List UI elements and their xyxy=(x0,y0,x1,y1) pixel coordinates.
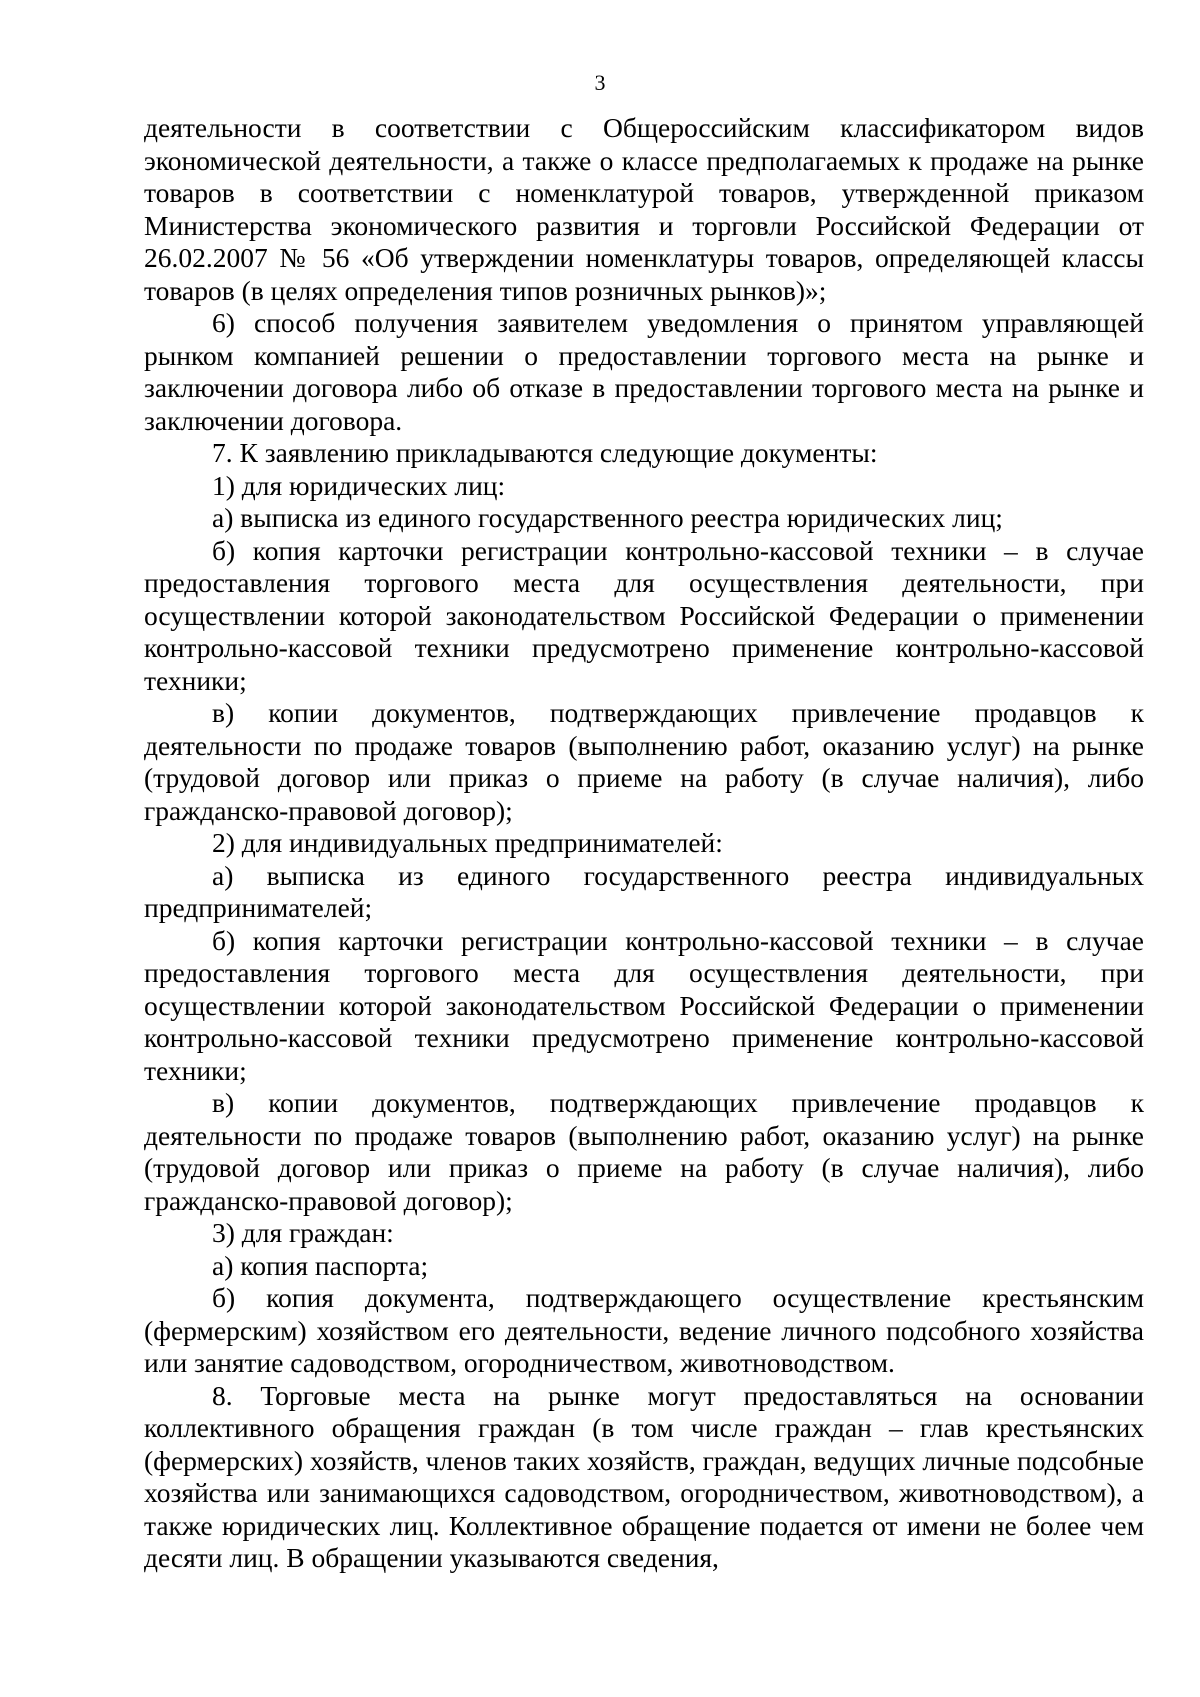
paragraph-citizens-b: б) копия документа, подтверждающего осуществление крестьянским (фермерским) хозяйством его деятельности, ведение личного подсобного хозяйства или занятие садоводством, огородничеством, животноводством. xyxy=(144,1282,1144,1378)
paragraph-entrepreneurs-b: б) копия карточки регистрации контрольно-кассовой техники – в случае предоставления торгового места для осуществления деятельности, при осуществлении которой законодательством Российской Федерации о применении контрольно-кассовой техники предусмотрено применение контрольно-кассовой техники; xyxy=(144,924,1144,1086)
paragraph-citizens-a: а) копия паспорта; xyxy=(212,1249,429,1281)
paragraph-section-7: 7. К заявлению прикладываются следующие документы: xyxy=(212,437,878,468)
paragraph-legal-v: в) копии документов, подтверждающих привлечение продавцов к деятельности по продаже товаров (выполнению работ, оказанию услуг) на рынке (трудовой договор или приказ о приеме на работу (в случае наличия), либо гражданско-правовой договор); xyxy=(144,697,1144,826)
page-number: 3 xyxy=(594,70,606,95)
paragraph-entrepreneurs: 2) для индивидуальных предпринимателей: xyxy=(212,827,723,858)
paragraph-entrepreneurs-v: в) копии документов, подтверждающих привлечение продавцов к деятельности по продаже товаров (выполнению работ, оказанию услуг) на рынке (трудовой договор или приказ о приеме на работу (в случае наличия), либо гражданско-правовой договор); xyxy=(144,1087,1144,1216)
paragraph-entrepreneurs-a: а) выписка из единого государственного реестра индивидуальных предпринимателей; xyxy=(144,859,1144,923)
paragraph-legal-b: б) копия карточки регистрации контрольно-кассовой техники – в случае предоставления торгового места для осуществления деятельности, при осуществлении которой законодательством Российской Федерации о применении контрольно-кассовой техники предусмотрено применение контрольно-кассовой техники; xyxy=(144,534,1144,696)
paragraph-continuation: деятельности в соответствии с Общероссийским классификатором видов экономической деятельности, а также о классе предполагаемых к продаже на рынке товаров в соответствии с номенклатурой товаров, утвержденной приказом Министерства экономического развития и торговли Российской Федерации от 26.02.2007 № 56 «Об утверждении номенклатуры товаров, определяющей классы товаров (в целях определения типов розничных рынков)»; xyxy=(144,112,1144,306)
paragraph-item-6: 6) способ получения заявителем уведомления о принятом управляющей рынком компанией решении о предоставлении торгового места на рынке и заключении договора либо об отказе в предоставлении торгового места на рынке и заключении договора. xyxy=(144,307,1144,436)
document-body xyxy=(144,112,1144,1575)
paragraph-legal-a: а) выписка из единого государственного реестра юридических лиц; xyxy=(212,502,1003,533)
paragraph-section-8: 8. Торговые места на рынке могут предоставляться на основании коллективного обращения граждан (в том числе граждан – глав крестьянских (фермерских) хозяйств, членов таких хозяйств, граждан, ведущих личные подсобные хозяйства или занимающихся садоводством, огородничеством, животноводством), а также юридических лиц. Коллективное обращение подается от имени не более чем десяти лиц. В обращении указываются сведения, xyxy=(144,1379,1144,1573)
paragraph-legal-entities: 1) для юридических лиц: xyxy=(212,469,506,501)
paragraph-citizens: 3) для граждан: xyxy=(212,1217,394,1248)
